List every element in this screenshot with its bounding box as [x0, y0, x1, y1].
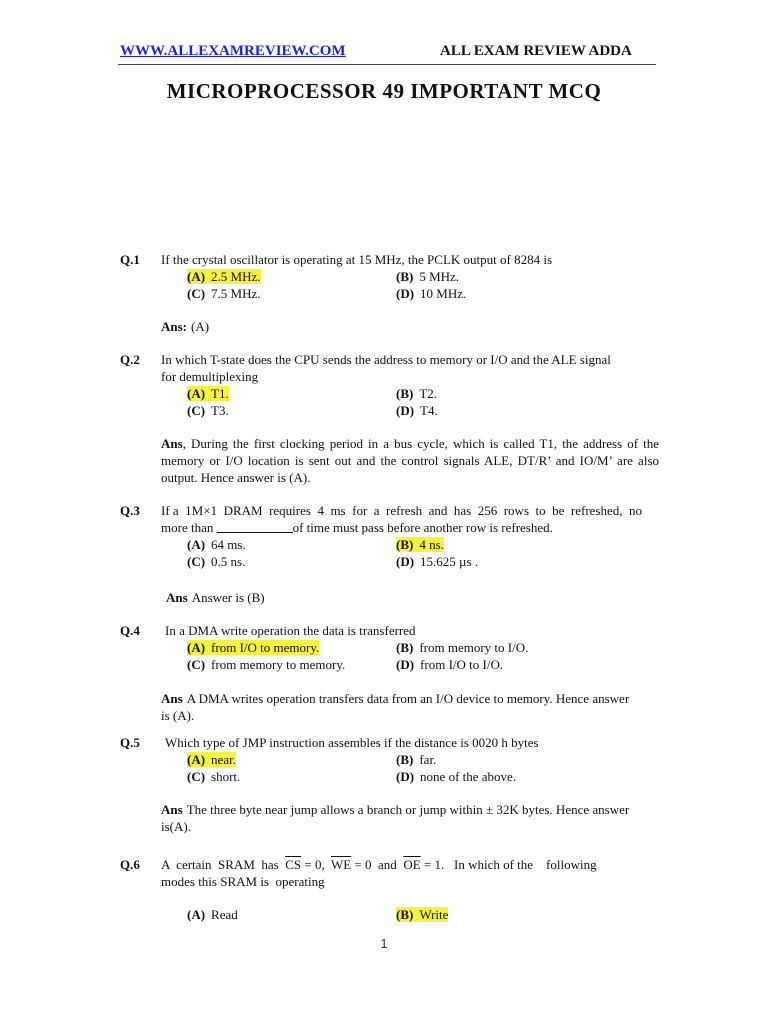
answer-text: The three byte near jump allows a branch or jump within ± 32K bytes. Hence answer is(A).	[161, 802, 630, 834]
question-text-line: = 0,	[301, 857, 331, 872]
option-text: T2.	[419, 386, 438, 401]
answer-text: (A)	[191, 319, 210, 334]
option-a	[187, 906, 238, 923]
option-a	[187, 268, 261, 285]
header-divider	[118, 64, 656, 65]
option-a	[187, 751, 236, 768]
option-key: (A)	[187, 907, 206, 922]
option-text: Write	[419, 907, 449, 922]
option-d	[396, 285, 466, 302]
page-title: MICROPROCESSOR 49 IMPORTANT MCQ	[166, 79, 602, 103]
site-link[interactable]: WWW.ALLEXAMREVIEW.COM	[120, 43, 346, 59]
option-text: near.	[211, 752, 236, 767]
question-text-line: If a 1M×1 DRAM requires 4 ms for a refresh and has 256 rows to be refreshed, no	[161, 503, 642, 518]
option-b	[396, 639, 528, 656]
answer-label: Ans	[161, 802, 183, 817]
signal-we: $\overline{WE}$	[330, 857, 352, 872]
option-key: (A)	[187, 537, 206, 552]
option-key: (D)	[396, 286, 415, 301]
option-key: (D)	[396, 554, 415, 569]
option-key: (C)	[187, 769, 206, 784]
option-key: (D)	[396, 403, 415, 418]
option-text: 4 ns.	[419, 537, 444, 552]
option-text: from I/O to memory.	[211, 640, 320, 655]
option-key: (C)	[187, 286, 206, 301]
question-text-line: A certain SRAM has	[161, 857, 286, 872]
option-text: 5 MHz.	[419, 269, 460, 284]
option-c	[187, 656, 345, 673]
option-key: (A)	[187, 752, 206, 767]
question-text-line: more than	[161, 520, 217, 535]
option-key: (D)	[396, 769, 415, 784]
option-text: from I/O to I/O.	[420, 657, 504, 672]
question-text: If the crystal oscillator is operating at 15 MHz, the PCLK output of 8284 is	[161, 252, 553, 267]
question-number: Q.2	[120, 352, 140, 367]
option-a	[187, 536, 246, 553]
option-text: 64 ms.	[211, 537, 246, 552]
answer-label: Ans	[166, 590, 188, 605]
option-d	[396, 402, 438, 419]
question-text-line: = 0 and	[351, 857, 404, 872]
answer-label: Ans	[161, 436, 183, 451]
option-d	[396, 768, 516, 785]
option-b	[396, 751, 436, 768]
answer-2	[161, 435, 659, 486]
option-text: 10 MHz.	[420, 286, 467, 301]
answer-3	[166, 589, 664, 606]
option-key: (B)	[396, 386, 414, 401]
option-b	[396, 906, 448, 923]
option-b	[396, 268, 459, 285]
option-d	[396, 656, 503, 673]
option-a	[187, 639, 319, 656]
question-number: Q.6	[120, 857, 140, 872]
question-number: Q.1	[120, 252, 140, 267]
option-d	[396, 553, 478, 570]
question-text	[161, 502, 659, 536]
page-number: 1	[380, 936, 388, 951]
option-text: far.	[419, 752, 437, 767]
question-text: Which type of JMP instruction assembles if the distance is 0020 h bytes	[165, 735, 539, 750]
brand-name: ALL EXAM REVIEW ADDA	[440, 43, 632, 59]
question-text	[161, 351, 659, 385]
fill-blank	[217, 520, 293, 533]
option-c	[187, 285, 261, 302]
question-text-line: modes this SRAM is operating	[161, 874, 325, 889]
option-key: (B)	[396, 752, 414, 767]
option-key: (C)	[187, 554, 206, 569]
answer-text: Answer is (B)	[191, 590, 265, 605]
option-c	[187, 768, 240, 785]
question-text-line: for demultiplexing	[161, 369, 259, 384]
option-text: 15.625 µs .	[420, 554, 479, 569]
signal-cs: $\overline{CS}$	[285, 857, 302, 872]
answer-label: Ans:	[161, 319, 188, 334]
answer-text: , During the first clocking period in a bus cycle, which is called T1, the address of the memory or I/O location is sent out and the control signals ALE, DT/R’ and IO/M’ are also output. Hence answer is (A).	[161, 436, 659, 485]
option-key: (B)	[396, 907, 414, 922]
answer-1	[161, 318, 659, 335]
question-text-line: = 1. In which of the following	[420, 857, 597, 872]
option-a	[187, 385, 229, 402]
answer-text: A DMA writes operation transfers data from an I/O device to memory. Hence answer is (A).	[161, 691, 630, 723]
option-text: Read	[211, 907, 238, 922]
question-text: In a DMA write operation the data is transferred	[165, 623, 416, 638]
question-number: Q.4	[120, 623, 140, 638]
option-key: (D)	[396, 657, 415, 672]
option-key: (C)	[187, 403, 206, 418]
option-key: (A)	[187, 640, 206, 655]
signal-oe: $\overline{OE}$	[403, 857, 421, 872]
option-key: (A)	[187, 269, 206, 284]
question-number: Q.3	[120, 503, 140, 518]
answer-label: Ans	[161, 691, 183, 706]
option-text: none of the above.	[420, 769, 517, 784]
question-number: Q.5	[120, 735, 140, 750]
option-text: T1.	[211, 386, 229, 401]
option-b	[396, 536, 444, 553]
option-text: T4.	[420, 403, 438, 418]
question-text-line: In which T-state does the CPU sends the address to memory or I/O and the ALE signal	[161, 352, 611, 367]
option-key: (B)	[396, 640, 414, 655]
option-key: (B)	[396, 537, 414, 552]
option-key: (B)	[396, 269, 414, 284]
option-text: from memory to I/O.	[419, 640, 529, 655]
option-key: (A)	[187, 386, 206, 401]
option-text: 7.5 MHz.	[211, 286, 261, 301]
question-text-line: of time must pass before another row is refreshed.	[292, 520, 553, 535]
option-text: T3.	[211, 403, 229, 418]
option-key: (C)	[187, 657, 206, 672]
answer-5	[161, 801, 641, 835]
option-c	[187, 553, 245, 570]
question-text	[161, 856, 659, 890]
option-text: 2.5 MHz.	[211, 269, 261, 284]
option-text: from memory to memory.	[211, 657, 346, 672]
option-b	[396, 385, 437, 402]
option-c	[187, 402, 229, 419]
option-text: 0.5 ns.	[211, 554, 246, 569]
option-text: short.	[211, 769, 241, 784]
answer-4	[161, 690, 631, 724]
